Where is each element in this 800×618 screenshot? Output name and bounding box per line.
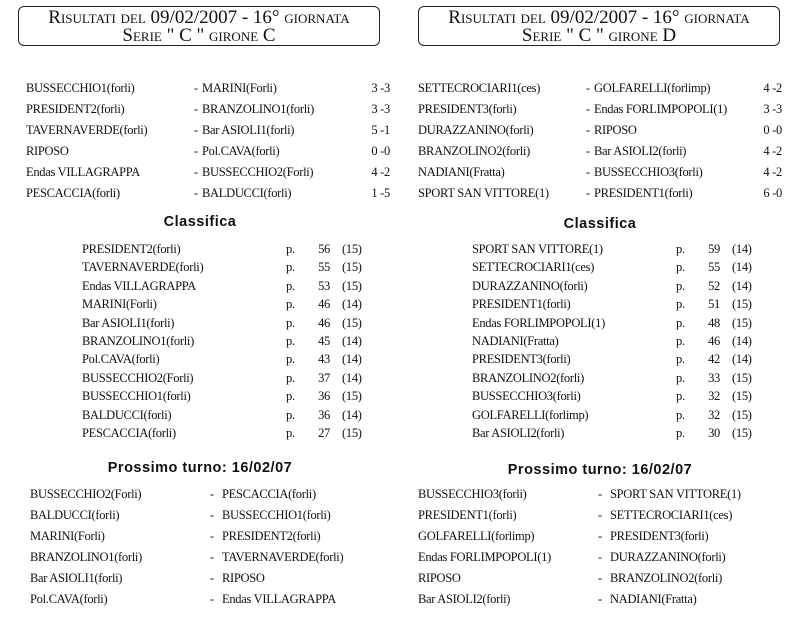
points-label: p.: [286, 315, 295, 330]
points: 52: [708, 278, 720, 293]
games-played: (14): [342, 352, 362, 367]
team-name: PRESIDENT2(forli): [82, 242, 181, 256]
standings-row: [472, 277, 762, 295]
team-name: PESCACCIA(forli): [82, 425, 176, 440]
fixture-row: [30, 589, 390, 610]
standings-row: [472, 387, 762, 405]
score: 4 -2: [763, 144, 782, 158]
score: 0 -0: [371, 144, 390, 158]
away-team: SETTECROCIARI1(ces): [610, 508, 733, 522]
fixture-row: [418, 568, 778, 589]
home-team: BUSSECCHIO3(forli): [418, 487, 527, 501]
team-name: Bar ASIOLI2(forli): [472, 425, 565, 440]
games-played: (15): [732, 315, 752, 330]
result-row: [418, 120, 782, 141]
points-label: p.: [286, 333, 295, 348]
home-team: BUSSECCHIO1(forli): [26, 81, 135, 95]
score: 1 -5: [371, 186, 390, 200]
home-team: BUSSECCHIO2(Forli): [30, 487, 142, 501]
home-team: GOLFARELLI(forlimp): [418, 529, 535, 543]
away-team: RIPOSO: [594, 123, 637, 137]
team-name: PRESIDENT3(forli): [472, 352, 571, 367]
result-row: [418, 162, 782, 183]
girone-d-results: [418, 78, 782, 204]
points-label: p.: [676, 260, 685, 275]
points-label: p.: [286, 242, 295, 256]
points: 43: [318, 352, 330, 367]
away-team: BRANZOLINO2(forli): [610, 571, 722, 585]
points-label: p.: [286, 407, 295, 422]
standings-row: [82, 406, 372, 424]
standings-row: [472, 369, 762, 387]
separator: -: [598, 550, 602, 564]
games-played: (15): [732, 407, 752, 422]
points: 42: [708, 352, 720, 367]
result-row: [26, 141, 390, 162]
team-name: Pol.CAVA(forli): [82, 352, 160, 367]
standings-row: [82, 240, 372, 258]
away-team: RIPOSO: [222, 571, 265, 585]
home-team: PRESIDENT1(forli): [418, 508, 517, 522]
team-name: BALDUCCI(forli): [82, 407, 172, 422]
separator: -: [210, 571, 214, 585]
standings-row: [472, 240, 762, 258]
separator: -: [586, 102, 590, 116]
standings-row: [82, 350, 372, 368]
away-team: PRESIDENT3(forli): [610, 529, 709, 543]
games-played: (14): [732, 352, 752, 367]
home-team: MARINI(Forli): [30, 529, 105, 543]
away-team: GOLFARELLI(forlimp): [594, 81, 711, 95]
separator: -: [586, 81, 590, 95]
standings-row: [82, 369, 372, 387]
standings-row: [472, 424, 762, 442]
team-name: DURAZZANINO(forli): [472, 278, 588, 293]
header-subtitle: Serie " C " girone D: [521, 25, 677, 46]
points: 59: [708, 242, 720, 256]
separator: -: [194, 102, 198, 116]
standings-row: [82, 314, 372, 332]
girone-d-header: [418, 6, 780, 46]
away-team: BUSSECCHIO1(forli): [222, 508, 331, 522]
result-row: [418, 78, 782, 99]
points: 53: [318, 278, 330, 293]
score: 4 -2: [371, 165, 390, 179]
separator: -: [586, 165, 590, 179]
girone-c-header: [18, 6, 380, 46]
points-label: p.: [286, 352, 295, 367]
games-played: (15): [342, 315, 362, 330]
separator: -: [210, 550, 214, 564]
fixture-row: [418, 526, 778, 547]
separator: -: [210, 529, 214, 543]
separator: -: [598, 529, 602, 543]
separator: -: [194, 144, 198, 158]
separator: -: [194, 123, 198, 137]
team-name: GOLFARELLI(forlimp): [472, 407, 589, 422]
team-name: SPORT SAN VITTORE(1): [472, 242, 603, 256]
fixture-row: [418, 505, 778, 526]
standings-row: [82, 277, 372, 295]
standings-row: [472, 332, 762, 350]
games-played: (14): [732, 242, 752, 256]
games-played: (14): [732, 333, 752, 348]
team-name: BUSSECCHIO1(forli): [82, 389, 191, 404]
home-team: RIPOSO: [418, 571, 461, 585]
fixture-row: [30, 505, 390, 526]
standings-row: [82, 387, 372, 405]
points-label: p.: [676, 278, 685, 293]
result-row: [418, 183, 782, 204]
home-team: BRANZOLINO2(forli): [418, 144, 530, 158]
points-label: p.: [676, 333, 685, 348]
team-name: Endas FORLIMPOPOLI(1): [472, 315, 605, 330]
home-team: Pol.CAVA(forli): [30, 592, 108, 606]
points: 46: [318, 297, 330, 312]
score: 3 -3: [371, 81, 390, 95]
separator: -: [586, 144, 590, 158]
home-team: Endas VILLAGRAPPA: [26, 165, 141, 179]
standings-row: [472, 350, 762, 368]
points: 32: [708, 389, 720, 404]
team-name: BUSSECCHIO3(forli): [472, 389, 581, 404]
points-label: p.: [676, 352, 685, 367]
points-label: p.: [676, 297, 685, 312]
away-team: BALDUCCI(forli): [202, 186, 292, 200]
score: 4 -2: [763, 165, 782, 179]
points-label: p.: [676, 370, 685, 385]
result-row: [26, 120, 390, 141]
separator: -: [210, 592, 214, 606]
home-team: Bar ASIOLI2(forli): [418, 592, 511, 606]
home-team: DURAZZANINO(forli): [418, 123, 534, 137]
points: 46: [708, 333, 720, 348]
separator: -: [598, 571, 602, 585]
result-row: [418, 99, 782, 120]
fixture-row: [30, 526, 390, 547]
standings-row: [82, 332, 372, 350]
home-team: PRESIDENT3(forli): [418, 102, 517, 116]
games-played: (15): [342, 260, 362, 275]
games-played: (15): [732, 389, 752, 404]
separator: -: [598, 592, 602, 606]
girone-d-standings: [472, 240, 762, 442]
standings-row: [82, 295, 372, 313]
away-team: Endas FORLIMPOPOLI(1): [594, 102, 727, 116]
games-played: (14): [342, 297, 362, 312]
score: 3 -3: [371, 102, 390, 116]
points-label: p.: [676, 242, 685, 256]
games-played: (15): [342, 242, 362, 256]
fixture-row: [30, 547, 390, 568]
points-label: p.: [676, 315, 685, 330]
games-played: (14): [732, 260, 752, 275]
points-label: p.: [286, 297, 295, 312]
separator: -: [194, 165, 198, 179]
points-label: p.: [286, 278, 295, 293]
team-name: BRANZOLINO1(forli): [82, 333, 194, 348]
standings-row: [82, 424, 372, 442]
games-played: (15): [732, 297, 752, 312]
points: 48: [708, 315, 720, 330]
team-name: BRANZOLINO2(forli): [472, 370, 584, 385]
away-team: BRANZOLINO1(forli): [202, 102, 314, 116]
away-team: NADIANI(Fratta): [610, 592, 697, 606]
home-team: NADIANI(Fratta): [418, 165, 505, 179]
games-played: (15): [732, 425, 752, 440]
team-name: Endas VILLAGRAPPA: [82, 278, 197, 293]
away-team: PRESIDENT1(forli): [594, 186, 693, 200]
next-round-title: Prossimo turno: 16/02/07: [507, 462, 693, 478]
away-team: PRESIDENT2(forli): [222, 529, 321, 543]
away-team: BUSSECCHIO2(Forli): [202, 165, 314, 179]
separator: -: [598, 487, 602, 501]
home-team: RIPOSO: [26, 144, 69, 158]
home-team: BRANZOLINO1(forli): [30, 550, 142, 564]
next-round-title: Prossimo turno: 16/02/07: [107, 460, 293, 476]
away-team: MARINI(Forli): [202, 81, 277, 95]
games-played: (14): [342, 407, 362, 422]
team-name: MARINI(Forli): [82, 297, 157, 312]
home-team: PESCACCIA(forli): [26, 186, 120, 200]
team-name: TAVERNAVERDE(forli): [82, 260, 204, 275]
standings-title: Classifica: [563, 216, 637, 232]
separator: -: [586, 186, 590, 200]
home-team: SETTECROCIARI1(ces): [418, 81, 541, 95]
away-team: PESCACCIA(forli): [222, 487, 316, 501]
home-team: Bar ASIOLI1(forli): [30, 571, 123, 585]
separator: -: [598, 508, 602, 522]
points: 55: [708, 260, 720, 275]
score: 0 -0: [763, 123, 782, 137]
away-team: DURAZZANINO(forli): [610, 550, 726, 564]
points-label: p.: [286, 260, 295, 275]
home-team: TAVERNAVERDE(forli): [26, 123, 148, 137]
points-label: p.: [286, 370, 295, 385]
separator: -: [586, 123, 590, 137]
girone-c-column: [6, 0, 394, 618]
games-played: (14): [342, 370, 362, 385]
games-played: (14): [342, 333, 362, 348]
fixture-row: [418, 547, 778, 568]
points: 30: [708, 425, 720, 440]
fixture-row: [30, 568, 390, 589]
home-team: Endas FORLIMPOPOLI(1): [418, 550, 551, 564]
result-row: [26, 78, 390, 99]
points-label: p.: [286, 389, 295, 404]
games-played: (15): [342, 278, 362, 293]
points: 36: [318, 407, 330, 422]
girone-d-next-fixtures: [418, 484, 778, 610]
standings-row: [82, 258, 372, 276]
games-played: (15): [342, 389, 362, 404]
away-team: Endas VILLAGRAPPA: [222, 592, 337, 606]
points: 46: [318, 315, 330, 330]
score: 3 -3: [763, 102, 782, 116]
fixture-row: [418, 484, 778, 505]
team-name: NADIANI(Fratta): [472, 333, 559, 348]
standings-title: Classifica: [163, 214, 237, 230]
standings-row: [472, 295, 762, 313]
header-title: Risultati del 09/02/2007 - 16° giornata: [448, 7, 750, 28]
girone-c-results: [26, 78, 390, 204]
team-name: Bar ASIOLI1(forli): [82, 315, 175, 330]
points: 32: [708, 407, 720, 422]
home-team: PRESIDENT2(forli): [26, 102, 125, 116]
team-name: BUSSECCHIO2(Forli): [82, 370, 194, 385]
team-name: PRESIDENT1(forli): [472, 297, 571, 312]
separator: -: [194, 81, 198, 95]
result-row: [26, 162, 390, 183]
result-row: [26, 99, 390, 120]
result-row: [418, 141, 782, 162]
points-label: p.: [676, 425, 685, 440]
games-played: (15): [732, 370, 752, 385]
games-played: (14): [732, 278, 752, 293]
team-name: SETTECROCIARI1(ces): [472, 260, 595, 275]
away-team: TAVERNAVERDE(forli): [222, 550, 344, 564]
points: 56: [318, 242, 330, 256]
away-team: Pol.CAVA(forli): [202, 144, 280, 158]
score: 5 -1: [371, 123, 390, 137]
result-row: [26, 183, 390, 204]
points: 33: [708, 370, 720, 385]
away-team: SPORT SAN VITTORE(1): [610, 487, 741, 501]
points: 37: [318, 370, 330, 385]
points-label: p.: [676, 407, 685, 422]
separator: -: [210, 508, 214, 522]
points: 55: [318, 260, 330, 275]
separator: -: [194, 186, 198, 200]
home-team: SPORT SAN VITTORE(1): [418, 186, 549, 200]
away-team: Bar ASIOLI1(forli): [202, 123, 295, 137]
girone-c-standings: [82, 240, 372, 442]
points: 51: [708, 297, 720, 312]
away-team: BUSSECCHIO3(forli): [594, 165, 703, 179]
header-title: Risultati del 09/02/2007 - 16° giornata: [48, 7, 350, 28]
fixture-row: [418, 589, 778, 610]
standings-row: [472, 258, 762, 276]
girone-d-column: [406, 0, 794, 618]
points: 36: [318, 389, 330, 404]
points: 27: [318, 425, 330, 440]
separator: -: [210, 487, 214, 501]
score: 4 -2: [763, 81, 782, 95]
games-played: (15): [342, 425, 362, 440]
home-team: BALDUCCI(forli): [30, 508, 120, 522]
away-team: Bar ASIOLI2(forli): [594, 144, 687, 158]
points-label: p.: [286, 425, 295, 440]
girone-c-next-fixtures: [30, 484, 390, 610]
points: 45: [318, 333, 330, 348]
score: 6 -0: [763, 186, 782, 200]
header-subtitle: Serie " C " girone C: [122, 25, 276, 46]
fixture-row: [30, 484, 390, 505]
points-label: p.: [676, 389, 685, 404]
standings-row: [472, 406, 762, 424]
standings-row: [472, 314, 762, 332]
